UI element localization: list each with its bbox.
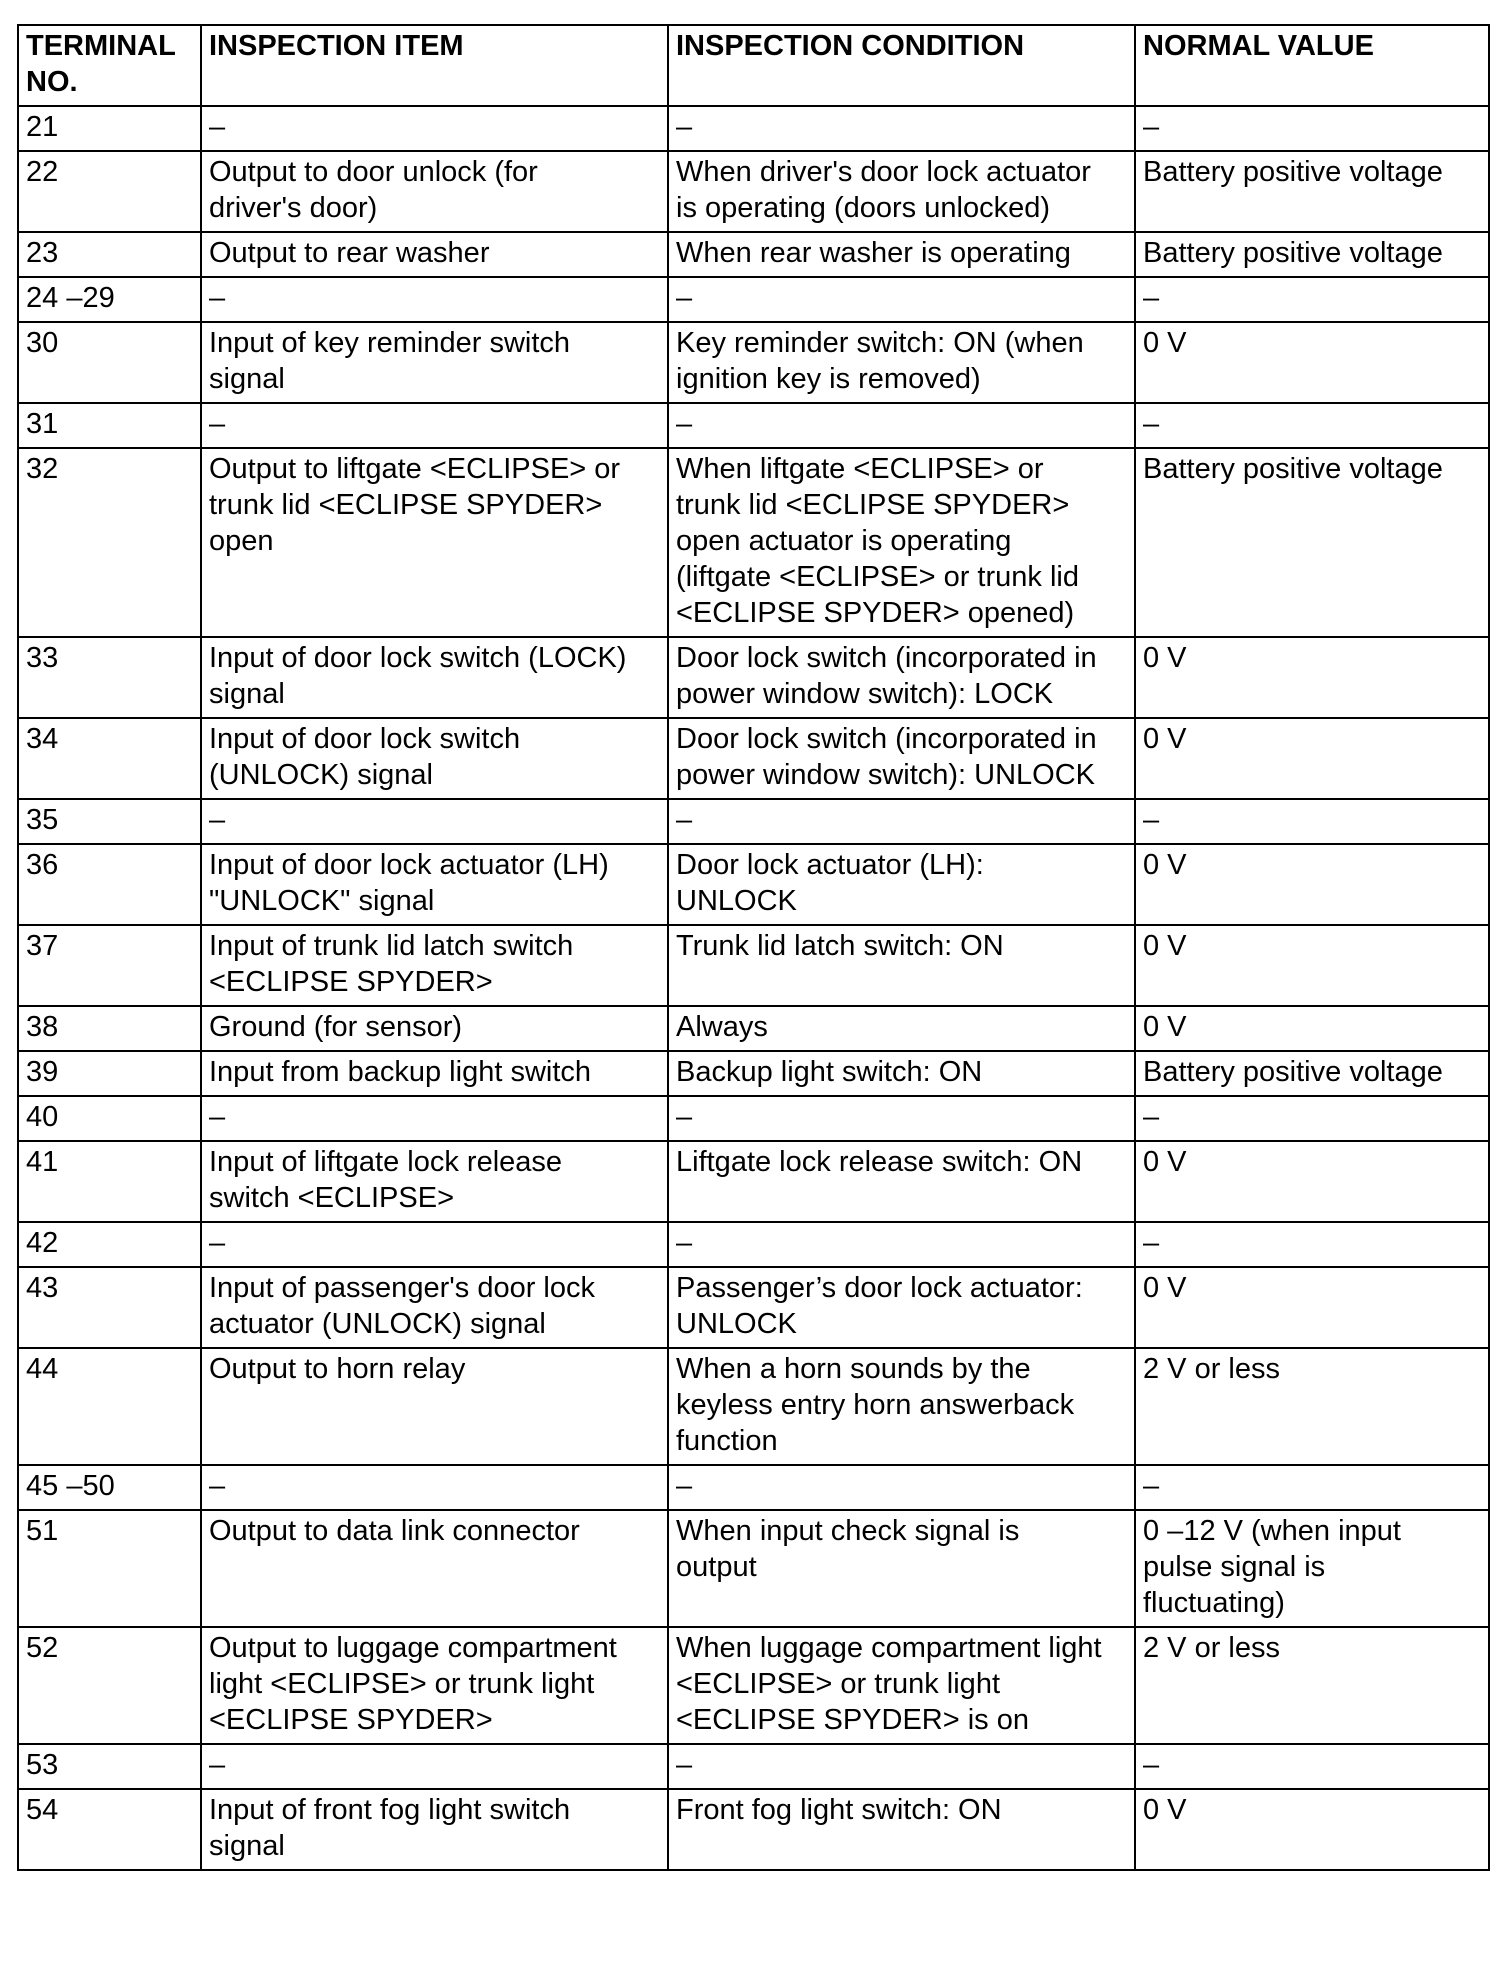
normal-value-cell: – (1135, 799, 1489, 844)
condition-cell: – (668, 277, 1135, 322)
table-row (18, 1006, 1489, 1051)
terminal-cell: 34 (18, 718, 201, 799)
terminal-cell: 24 –29 (18, 277, 201, 322)
table-row (18, 1141, 1489, 1222)
table-row (18, 232, 1489, 277)
item-cell: – (201, 106, 668, 151)
normal-value-cell: 0 V (1135, 322, 1489, 403)
condition-cell: Door lock switch (incorporated in power window switch): UNLOCK (668, 718, 1135, 799)
table-row (18, 1267, 1489, 1348)
item-cell: – (201, 403, 668, 448)
table-row (18, 1096, 1489, 1141)
header-normal-value: NORMAL VALUE (1135, 25, 1489, 106)
item-cell: Output to rear washer (201, 232, 668, 277)
table-row (18, 1222, 1489, 1267)
normal-value-cell: 0 V (1135, 1267, 1489, 1348)
terminal-cell: 45 –50 (18, 1465, 201, 1510)
table-row (18, 844, 1489, 925)
condition-cell: When luggage compartment light <ECLIPSE> or trunk light <ECLIPSE SPYDER> is on (668, 1627, 1135, 1744)
normal-value-cell: Battery positive voltage (1135, 1051, 1489, 1096)
normal-value-cell: 0 V (1135, 1789, 1489, 1870)
item-cell: Output to liftgate <ECLIPSE> or trunk lid <ECLIPSE SPYDER> open (201, 448, 668, 637)
normal-value-cell: 2 V or less (1135, 1627, 1489, 1744)
normal-value-cell: 0 V (1135, 718, 1489, 799)
item-cell: Input of liftgate lock release switch <ECLIPSE> (201, 1141, 668, 1222)
normal-value-cell: 0 V (1135, 1141, 1489, 1222)
normal-value-cell: 2 V or less (1135, 1348, 1489, 1465)
table-row (18, 1465, 1489, 1510)
terminal-cell: 38 (18, 1006, 201, 1051)
terminal-cell: 36 (18, 844, 201, 925)
terminal-cell: 51 (18, 1510, 201, 1627)
inspection-table (17, 24, 1490, 1871)
table-row (18, 1348, 1489, 1465)
condition-cell: Door lock switch (incorporated in power window switch): LOCK (668, 637, 1135, 718)
normal-value-cell: – (1135, 277, 1489, 322)
table-row (18, 277, 1489, 322)
normal-value-cell: 0 V (1135, 925, 1489, 1006)
item-cell: Input of front fog light switch signal (201, 1789, 668, 1870)
condition-cell: Backup light switch: ON (668, 1051, 1135, 1096)
table-row (18, 151, 1489, 232)
terminal-cell: 35 (18, 799, 201, 844)
table-row (18, 925, 1489, 1006)
condition-cell: When a horn sounds by the keyless entry horn answerback function (668, 1348, 1135, 1465)
item-cell: Output to luggage compartment light <ECLIPSE> or trunk light <ECLIPSE SPYDER> (201, 1627, 668, 1744)
terminal-cell: 21 (18, 106, 201, 151)
table-row (18, 1627, 1489, 1744)
terminal-cell: 37 (18, 925, 201, 1006)
terminal-cell: 53 (18, 1744, 201, 1789)
item-cell: Ground (for sensor) (201, 1006, 668, 1051)
item-cell: Input of door lock switch (LOCK) signal (201, 637, 668, 718)
condition-cell: When driver's door lock actuator is operating (doors unlocked) (668, 151, 1135, 232)
table-row (18, 1510, 1489, 1627)
condition-cell: When rear washer is operating (668, 232, 1135, 277)
item-cell: – (201, 1096, 668, 1141)
terminal-cell: 40 (18, 1096, 201, 1141)
item-cell: Input from backup light switch (201, 1051, 668, 1096)
normal-value-cell: Battery positive voltage (1135, 151, 1489, 232)
normal-value-cell: – (1135, 1744, 1489, 1789)
header-inspection-item: INSPECTION ITEM (201, 25, 668, 106)
condition-cell: – (668, 106, 1135, 151)
header-terminal-no: TERMINAL NO. (18, 25, 201, 106)
condition-cell: Passenger’s door lock actuator: UNLOCK (668, 1267, 1135, 1348)
table-row (18, 718, 1489, 799)
item-cell: – (201, 799, 668, 844)
item-cell: Input of door lock actuator (LH) "UNLOCK" signal (201, 844, 668, 925)
normal-value-cell: 0 V (1135, 637, 1489, 718)
item-cell: Input of trunk lid latch switch <ECLIPSE SPYDER> (201, 925, 668, 1006)
condition-cell: Liftgate lock release switch: ON (668, 1141, 1135, 1222)
item-cell: – (201, 277, 668, 322)
table-body (18, 106, 1489, 1870)
normal-value-cell: – (1135, 1222, 1489, 1267)
item-cell: Output to data link connector (201, 1510, 668, 1627)
table-header-row (18, 25, 1489, 106)
table-row (18, 799, 1489, 844)
terminal-cell: 42 (18, 1222, 201, 1267)
normal-value-cell: 0 V (1135, 844, 1489, 925)
terminal-cell: 44 (18, 1348, 201, 1465)
table-row (18, 448, 1489, 637)
item-cell: Input of key reminder switch signal (201, 322, 668, 403)
terminal-cell: 41 (18, 1141, 201, 1222)
normal-value-cell: – (1135, 1465, 1489, 1510)
normal-value-cell: Battery positive voltage (1135, 232, 1489, 277)
normal-value-cell: – (1135, 106, 1489, 151)
condition-cell: Door lock actuator (LH): UNLOCK (668, 844, 1135, 925)
terminal-cell: 33 (18, 637, 201, 718)
table-row (18, 1744, 1489, 1789)
normal-value-cell: – (1135, 403, 1489, 448)
header-inspection-condition: INSPECTION CONDITION (668, 25, 1135, 106)
condition-cell: – (668, 403, 1135, 448)
item-cell: – (201, 1465, 668, 1510)
table-row (18, 322, 1489, 403)
normal-value-cell: 0 –12 V (when input pulse signal is fluctuating) (1135, 1510, 1489, 1627)
item-cell: – (201, 1744, 668, 1789)
terminal-cell: 39 (18, 1051, 201, 1096)
item-cell: – (201, 1222, 668, 1267)
item-cell: Output to horn relay (201, 1348, 668, 1465)
condition-cell: When liftgate <ECLIPSE> or trunk lid <ECLIPSE SPYDER> open actuator is operating (liftgate <ECLIPSE> or trunk lid <ECLIPSE SPYDER> opened) (668, 448, 1135, 637)
terminal-cell: 54 (18, 1789, 201, 1870)
condition-cell: Key reminder switch: ON (when ignition key is removed) (668, 322, 1135, 403)
condition-cell: – (668, 1465, 1135, 1510)
condition-cell: Always (668, 1006, 1135, 1051)
normal-value-cell: – (1135, 1096, 1489, 1141)
item-cell: Input of door lock switch (UNLOCK) signal (201, 718, 668, 799)
condition-cell: Trunk lid latch switch: ON (668, 925, 1135, 1006)
condition-cell: – (668, 1744, 1135, 1789)
table-row (18, 637, 1489, 718)
terminal-cell: 43 (18, 1267, 201, 1348)
normal-value-cell: 0 V (1135, 1006, 1489, 1051)
table-row (18, 403, 1489, 448)
terminal-cell: 32 (18, 448, 201, 637)
terminal-cell: 23 (18, 232, 201, 277)
terminal-cell: 31 (18, 403, 201, 448)
normal-value-cell: Battery positive voltage (1135, 448, 1489, 637)
condition-cell: – (668, 799, 1135, 844)
condition-cell: When input check signal is output (668, 1510, 1135, 1627)
condition-cell: – (668, 1222, 1135, 1267)
condition-cell: Front fog light switch: ON (668, 1789, 1135, 1870)
item-cell: Output to door unlock (for driver's door) (201, 151, 668, 232)
table-row (18, 1789, 1489, 1870)
terminal-cell: 22 (18, 151, 201, 232)
terminal-cell: 30 (18, 322, 201, 403)
condition-cell: – (668, 1096, 1135, 1141)
table-row (18, 106, 1489, 151)
table-row (18, 1051, 1489, 1096)
terminal-cell: 52 (18, 1627, 201, 1744)
item-cell: Input of passenger's door lock actuator (UNLOCK) signal (201, 1267, 668, 1348)
